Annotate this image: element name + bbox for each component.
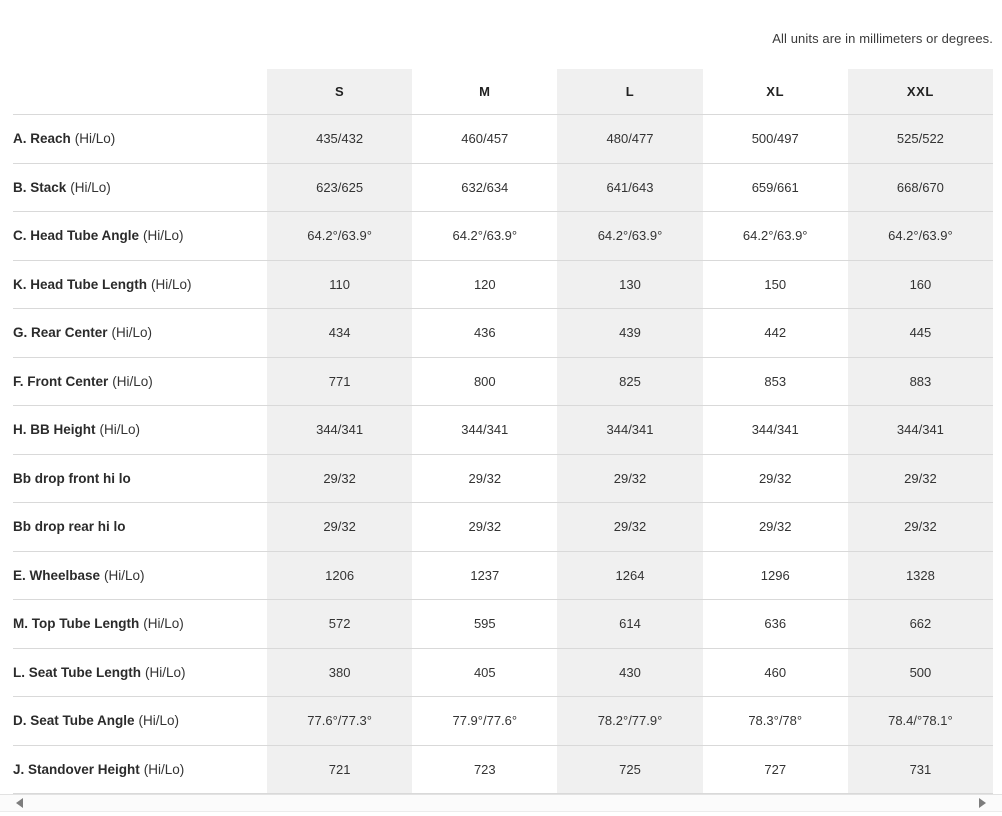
row-label-suffix: (Hi/Lo) bbox=[143, 616, 184, 632]
row-label-cell bbox=[13, 455, 267, 503]
table-row bbox=[13, 164, 993, 213]
table-row bbox=[13, 746, 993, 795]
row-label-cell bbox=[13, 552, 267, 600]
value-cell: 344/341 bbox=[461, 422, 509, 438]
row-label-suffix: (Hi/Lo) bbox=[143, 761, 185, 777]
value-cell: 150 bbox=[764, 276, 787, 292]
value-cell: 460/457 bbox=[461, 131, 509, 147]
table-row bbox=[13, 600, 993, 649]
value-cell: 1296 bbox=[760, 567, 790, 583]
row-label: D. Seat Tube Angle bbox=[13, 713, 135, 729]
value-cell: 480/477 bbox=[557, 115, 702, 163]
row-label: M. Top Tube Length bbox=[13, 616, 140, 632]
value-cell: 120 bbox=[473, 276, 496, 292]
value-cell: 77.9°/77.6° bbox=[452, 713, 518, 729]
value-cell: 78.4/°78.1° bbox=[848, 697, 993, 745]
value-cell: 110 bbox=[267, 261, 412, 309]
value-cell: 525/522 bbox=[848, 115, 993, 163]
row-label: H. BB Height bbox=[13, 422, 96, 438]
value-cell: 64.2°/63.9° bbox=[557, 212, 702, 260]
header-cell-l: L bbox=[557, 69, 702, 114]
value-cell: 632/634 bbox=[461, 179, 509, 195]
value-cell: 77.6°/77.3° bbox=[267, 697, 412, 745]
value-cell: 668/670 bbox=[848, 164, 993, 212]
value-cell: 721 bbox=[267, 746, 412, 794]
table-row bbox=[13, 649, 993, 698]
value-cell: 825 bbox=[557, 358, 702, 406]
row-label-cell bbox=[13, 261, 267, 309]
table-row bbox=[13, 455, 993, 504]
value-cell: 500/497 bbox=[751, 131, 799, 147]
value-cell: 614 bbox=[557, 600, 702, 648]
row-label-cell bbox=[13, 406, 267, 454]
row-label-suffix: (Hi/Lo) bbox=[138, 713, 180, 729]
row-label-cell bbox=[13, 600, 267, 648]
value-cell: 29/32 bbox=[468, 519, 502, 535]
row-label: E. Wheelbase bbox=[13, 567, 101, 583]
header-cell-s: S bbox=[267, 69, 412, 114]
row-label-cell bbox=[13, 649, 267, 697]
row-label: C. Head Tube Angle bbox=[13, 228, 140, 244]
row-label-suffix: (Hi/Lo) bbox=[111, 325, 153, 341]
value-cell: 636 bbox=[764, 616, 787, 632]
value-cell: 623/625 bbox=[267, 164, 412, 212]
value-cell: 725 bbox=[557, 746, 702, 794]
row-label-cell bbox=[13, 746, 267, 794]
row-label-suffix: (Hi/Lo) bbox=[104, 567, 145, 583]
value-cell: 460 bbox=[764, 664, 787, 680]
value-cell: 78.3°/78° bbox=[748, 713, 803, 729]
value-cell: 405 bbox=[473, 664, 496, 680]
value-cell: 442 bbox=[764, 325, 787, 341]
header-cell-m: M bbox=[479, 84, 491, 99]
row-label-cell bbox=[13, 212, 267, 260]
value-cell: 380 bbox=[267, 649, 412, 697]
value-cell: 29/32 bbox=[468, 470, 502, 486]
value-cell: 436 bbox=[473, 325, 496, 341]
units-note: All units are in millimeters or degrees. bbox=[772, 31, 993, 46]
value-cell: 64.2°/63.9° bbox=[267, 212, 412, 260]
value-cell: 344/341 bbox=[751, 422, 799, 438]
value-cell: 344/341 bbox=[848, 406, 993, 454]
value-cell: 1237 bbox=[470, 567, 500, 583]
value-cell: 659/661 bbox=[751, 179, 799, 195]
table-row bbox=[13, 697, 993, 746]
value-cell: 771 bbox=[267, 358, 412, 406]
row-label: K. Head Tube Length bbox=[13, 276, 147, 292]
row-label-suffix: (Hi/Lo) bbox=[112, 373, 153, 389]
row-label: B. Stack bbox=[13, 179, 67, 195]
value-cell: 731 bbox=[848, 746, 993, 794]
row-label: L. Seat Tube Length bbox=[13, 664, 141, 680]
row-label: J. Standover Height bbox=[13, 761, 140, 777]
row-label-cell bbox=[13, 697, 267, 745]
value-cell: 853 bbox=[764, 373, 787, 389]
value-cell: 29/32 bbox=[557, 455, 702, 503]
value-cell: 662 bbox=[848, 600, 993, 648]
row-label: Bb drop front hi lo bbox=[13, 470, 131, 486]
row-label: A. Reach bbox=[13, 131, 71, 147]
table-row bbox=[13, 552, 993, 601]
table-row bbox=[13, 406, 993, 455]
row-label-suffix: (Hi/Lo) bbox=[143, 228, 184, 244]
row-label: Bb drop rear hi lo bbox=[13, 519, 126, 535]
value-cell: 29/32 bbox=[267, 503, 412, 551]
table-row bbox=[13, 212, 993, 261]
table-row bbox=[13, 115, 993, 164]
row-label-suffix: (Hi/Lo) bbox=[74, 131, 116, 147]
value-cell: 29/32 bbox=[758, 519, 792, 535]
value-cell: 727 bbox=[764, 761, 787, 777]
value-cell: 29/32 bbox=[557, 503, 702, 551]
value-cell: 78.2°/77.9° bbox=[557, 697, 702, 745]
row-label-cell bbox=[13, 164, 267, 212]
horizontal-scrollbar[interactable] bbox=[0, 794, 1002, 812]
table-body bbox=[13, 115, 993, 794]
header-cell-xxl: XXL bbox=[848, 69, 993, 114]
row-label-cell bbox=[13, 309, 267, 357]
value-cell: 1328 bbox=[848, 552, 993, 600]
header-cell-xl: XL bbox=[766, 84, 785, 99]
table-header-row bbox=[13, 69, 993, 115]
table-row bbox=[13, 261, 993, 310]
row-label-suffix: (Hi/Lo) bbox=[151, 276, 192, 292]
value-cell: 29/32 bbox=[267, 455, 412, 503]
value-cell: 29/32 bbox=[848, 455, 993, 503]
value-cell: 64.2°/63.9° bbox=[452, 228, 518, 244]
table-row bbox=[13, 503, 993, 552]
scroll-left-arrow-icon[interactable] bbox=[16, 798, 23, 808]
scroll-right-arrow-icon[interactable] bbox=[979, 798, 986, 808]
geometry-table bbox=[13, 69, 993, 794]
value-cell: 430 bbox=[557, 649, 702, 697]
value-cell: 344/341 bbox=[557, 406, 702, 454]
value-cell: 723 bbox=[473, 761, 496, 777]
value-cell: 445 bbox=[848, 309, 993, 357]
value-cell: 29/32 bbox=[848, 503, 993, 551]
row-label-cell bbox=[13, 503, 267, 551]
value-cell: 500 bbox=[848, 649, 993, 697]
header-spacer-cell bbox=[13, 69, 267, 114]
row-label-cell bbox=[13, 115, 267, 163]
row-label: G. Rear Center bbox=[13, 325, 108, 341]
row-label-suffix: (Hi/Lo) bbox=[99, 422, 141, 438]
value-cell: 64.2°/63.9° bbox=[742, 228, 808, 244]
value-cell: 800 bbox=[473, 373, 496, 389]
table-row bbox=[13, 309, 993, 358]
row-label-suffix: (Hi/Lo) bbox=[70, 179, 111, 195]
value-cell: 572 bbox=[267, 600, 412, 648]
row-label: F. Front Center bbox=[13, 373, 109, 389]
value-cell: 1264 bbox=[557, 552, 702, 600]
row-label-suffix: (Hi/Lo) bbox=[145, 664, 186, 680]
value-cell: 434 bbox=[267, 309, 412, 357]
value-cell: 29/32 bbox=[758, 470, 792, 486]
value-cell: 439 bbox=[557, 309, 702, 357]
value-cell: 435/432 bbox=[267, 115, 412, 163]
value-cell: 64.2°/63.9° bbox=[848, 212, 993, 260]
row-label-cell bbox=[13, 358, 267, 406]
value-cell: 130 bbox=[557, 261, 702, 309]
value-cell: 883 bbox=[848, 358, 993, 406]
value-cell: 1206 bbox=[267, 552, 412, 600]
table-row bbox=[13, 358, 993, 407]
value-cell: 595 bbox=[473, 616, 496, 632]
value-cell: 641/643 bbox=[557, 164, 702, 212]
value-cell: 344/341 bbox=[267, 406, 412, 454]
value-cell: 160 bbox=[848, 261, 993, 309]
